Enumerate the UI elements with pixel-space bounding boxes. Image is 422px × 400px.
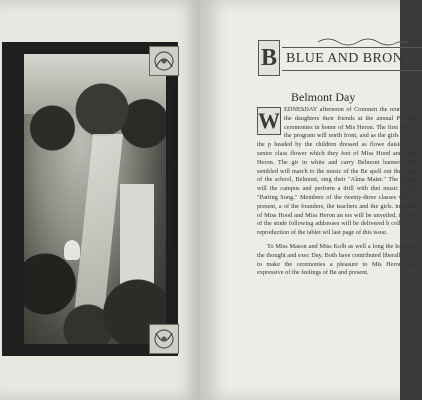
article-line: the twenty-three classes will be present, a xyxy=(257,193,417,210)
masthead-initial: B xyxy=(261,45,278,71)
article-line: in honor of Miss Hood and Miss Heron an xyxy=(257,202,417,219)
article-line: Heron, and expressive of the feelings of Be xyxy=(257,260,417,277)
article-body xyxy=(257,106,417,283)
masthead xyxy=(258,40,418,74)
article-line: the reunion of the daughters xyxy=(284,106,417,122)
article-line: feet of Miss Hood and Miss Heron. The gir xyxy=(257,149,417,166)
campus-photo xyxy=(24,54,166,344)
article-paragraph-1 xyxy=(257,106,417,238)
article-line: following addresses will be delivered b xyxy=(288,220,392,228)
scroll-ornament-icon xyxy=(318,36,408,46)
masthead-title: BLUE AND BRON xyxy=(286,51,404,66)
article-line: cial ceremonies in honor of Mis xyxy=(284,114,417,131)
article-line: music of the "Parting Song." Members of xyxy=(257,185,417,201)
article-line: sembled will march to the music of the Be xyxy=(257,167,370,175)
photo-foliage xyxy=(24,244,166,344)
article-line: in white and carry Belmont banners, and xyxy=(302,158,417,166)
article-line: long the honor of the thought and exec xyxy=(257,242,418,259)
article-line: Heron. The first part of the program will xyxy=(284,123,417,140)
article-line: the campus and perform a drill with thei xyxy=(269,185,384,193)
ornament-icon xyxy=(150,47,178,75)
article-line: headed by the children dressed as flowe xyxy=(274,141,388,149)
masthead-initial-box xyxy=(258,40,280,76)
article-line: college. A reproduction of the tablet wil xyxy=(257,220,417,237)
article-heading: Belmont Day xyxy=(291,90,356,104)
article-paragraph-2 xyxy=(257,243,417,278)
corner-ornament-bottom xyxy=(149,324,179,354)
article-line: last page of this issue. xyxy=(332,229,388,237)
article-line: EDNESDAY afternoon of Commen xyxy=(284,106,380,113)
article-line: and present. xyxy=(338,269,369,277)
article-line: north front, and as the girls go out the p xyxy=(257,132,417,149)
right-page xyxy=(200,0,418,400)
masthead-title-bar xyxy=(282,47,422,71)
ornament-icon xyxy=(150,325,178,353)
article-line: ers will be unveiled, the gift of the stude xyxy=(257,211,418,228)
article-line: To Miss Mason and Miss Kolb as well a xyxy=(267,242,373,250)
photo-caption: LOOKING ACROSS BELMONT PARK FROM THE SOUTH PLAZA xyxy=(167,86,172,252)
photo-plate xyxy=(2,42,178,356)
article-line: sing their "Alma Mater." The school will xyxy=(257,176,418,193)
article-line: Day. Both have contributed liberally of th xyxy=(311,251,417,259)
left-page xyxy=(0,0,200,400)
article-line: their friends at the annual Par xyxy=(322,114,408,122)
corner-ornament-top xyxy=(149,46,179,76)
article-dropcap: W xyxy=(258,108,280,133)
article-line: spell out the name of the school, Belmont, xyxy=(257,167,417,184)
article-line: daisies, the senior class flower which they xyxy=(257,141,418,157)
article-line: to make the ceremonies a pleasure to Mis xyxy=(257,260,387,268)
article-line: of the founders, the teachers and the girls. xyxy=(283,202,396,210)
